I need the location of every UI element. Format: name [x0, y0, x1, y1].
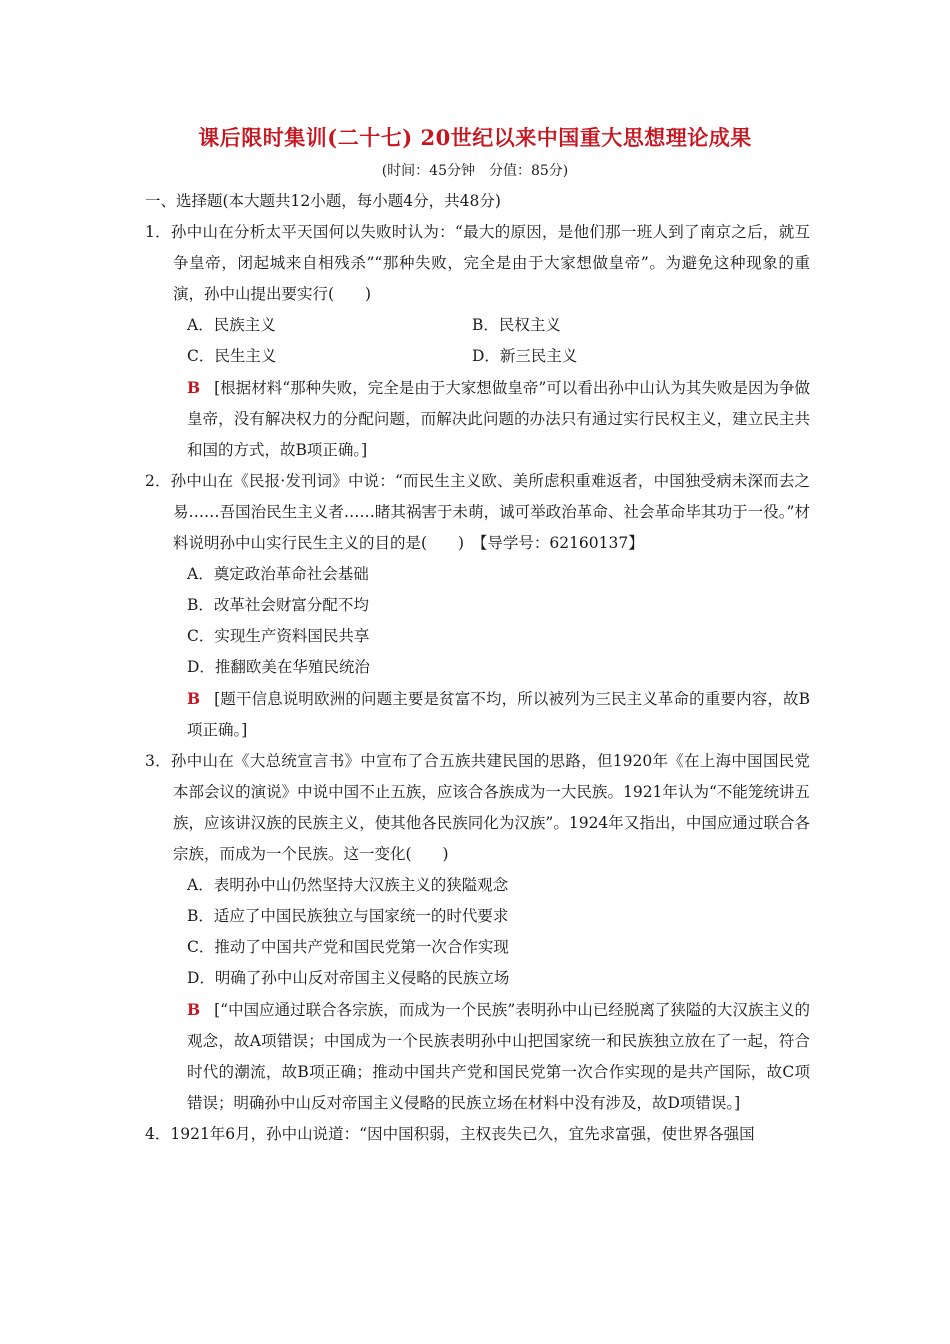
- question-1-option-d: D．新三民主义: [472, 347, 578, 365]
- question-1-option-a: A．民族主义: [187, 316, 276, 334]
- question-2-stem: 2．孙中山在《民报·发刊词》中说：“而民生主义欧、美所虑积重难返者，中国独受病未深而去之易……吾国治民生主义者……睹其祸害于未萌，诚可举政治革命、社会革命毕其功于一役。”材料说明孙中山实行民生主义的目的是( ) 【导学号：62160137】: [145, 472, 810, 552]
- question-1-option-c: C．民生主义: [187, 347, 277, 365]
- question-1-answer-letter: B: [187, 378, 201, 397]
- question-2-option-c: C．实现生产资料国民共享: [187, 627, 370, 645]
- question-4-stem: 4．1921年6月，孙中山说道：“因中国积弱，主权丧失已久，宜先求富强，使世界各强国: [145, 1125, 755, 1143]
- question-3-option-b: B．适应了中国民族独立与国家统一的时代要求: [187, 907, 509, 925]
- section-heading: 一、选择题(本大题共12小题，每小题4分，共48分): [145, 192, 501, 210]
- question-1-stem: 1．孙中山在分析太平天国何以失败时认为：“最大的原因，是他们那一班人到了南京之后，就互争皇帝，闭起城来自相残杀”“那种失败，完全是由于大家想做皇帝”。为避免这种现象的重演，孙中山提出要实行( ): [145, 223, 810, 303]
- document-body: [145, 186, 810, 1150]
- question-3-answer-letter: B: [187, 1000, 201, 1019]
- page-title: 课后限时集训(二十七) 20世纪以来中国重大思想理论成果: [198, 125, 752, 150]
- question-1-option-b: B．民权主义: [472, 316, 561, 334]
- question-1-options: [145, 310, 810, 372]
- question-3-stem: 3．孙中山在《大总统宣言书》中宣布了合五族共建民国的思路，但1920年《在上海中国国民党本部会议的演说》中说中国不止五族，应该合各族成为一大民族。1921年认为“不能笼统讲五族，应该讲汉族的民族主义，使其他各民族同化为汉族”。1924年又指出，中国应通过联合各宗族，而成为一个民族。这一变化( ): [145, 752, 810, 863]
- question-2-option-d: D．推翻欧美在华殖民统治: [187, 658, 370, 676]
- question-1-explanation: [根据材料“那种失败，完全是由于大家想做皇帝”可以看出孙中山认为其失败是因为争做皇帝，没有解决权力的分配问题，而解决此问题的办法只有通过实行民权主义，建立民主共和国的方式，故B项正确。]: [187, 379, 810, 459]
- question-2-answer-letter: B: [187, 689, 201, 708]
- question-2-answer: [145, 683, 810, 746]
- question-3-explanation: [“中国应通过联合各宗族，而成为一个民族”表明孙中山已经脱离了狭隘的大汉族主义的观念，故A项错误；中国成为一个民族表明孙中山把国家统一和民族独立放在了一起，符合时代的潮流，故B项正确；推动中国共产党和国民党第一次合作实现的是共产国际，故C项错误；明确孙中山反对帝国主义侵略的民族立场在材料中没有涉及，故D项错误。]: [187, 1001, 810, 1112]
- question-2-options: [145, 559, 810, 683]
- question-3-option-d: D．明确了孙中山反对帝国主义侵略的民族立场: [187, 969, 510, 987]
- question-3-option-a: A．表明孙中山仍然坚持大汉族主义的狭隘观念: [187, 876, 509, 894]
- question-2-option-b: B．改革社会财富分配不均: [187, 596, 369, 614]
- question-2-explanation: [题干信息说明欧洲的问题主要是贫富不均，所以被列为三民主义革命的重要内容，故B项正确。]: [187, 690, 810, 739]
- question-1-answer: [145, 372, 810, 466]
- page-subtitle: (时间：45分钟 分值：85分): [381, 163, 569, 179]
- question-2-option-a: A．奠定政治革命社会基础: [187, 565, 369, 583]
- question-3-options: [145, 870, 810, 994]
- question-3-answer: [145, 994, 810, 1119]
- question-3-option-c: C．推动了中国共产党和国民党第一次合作实现: [187, 938, 509, 956]
